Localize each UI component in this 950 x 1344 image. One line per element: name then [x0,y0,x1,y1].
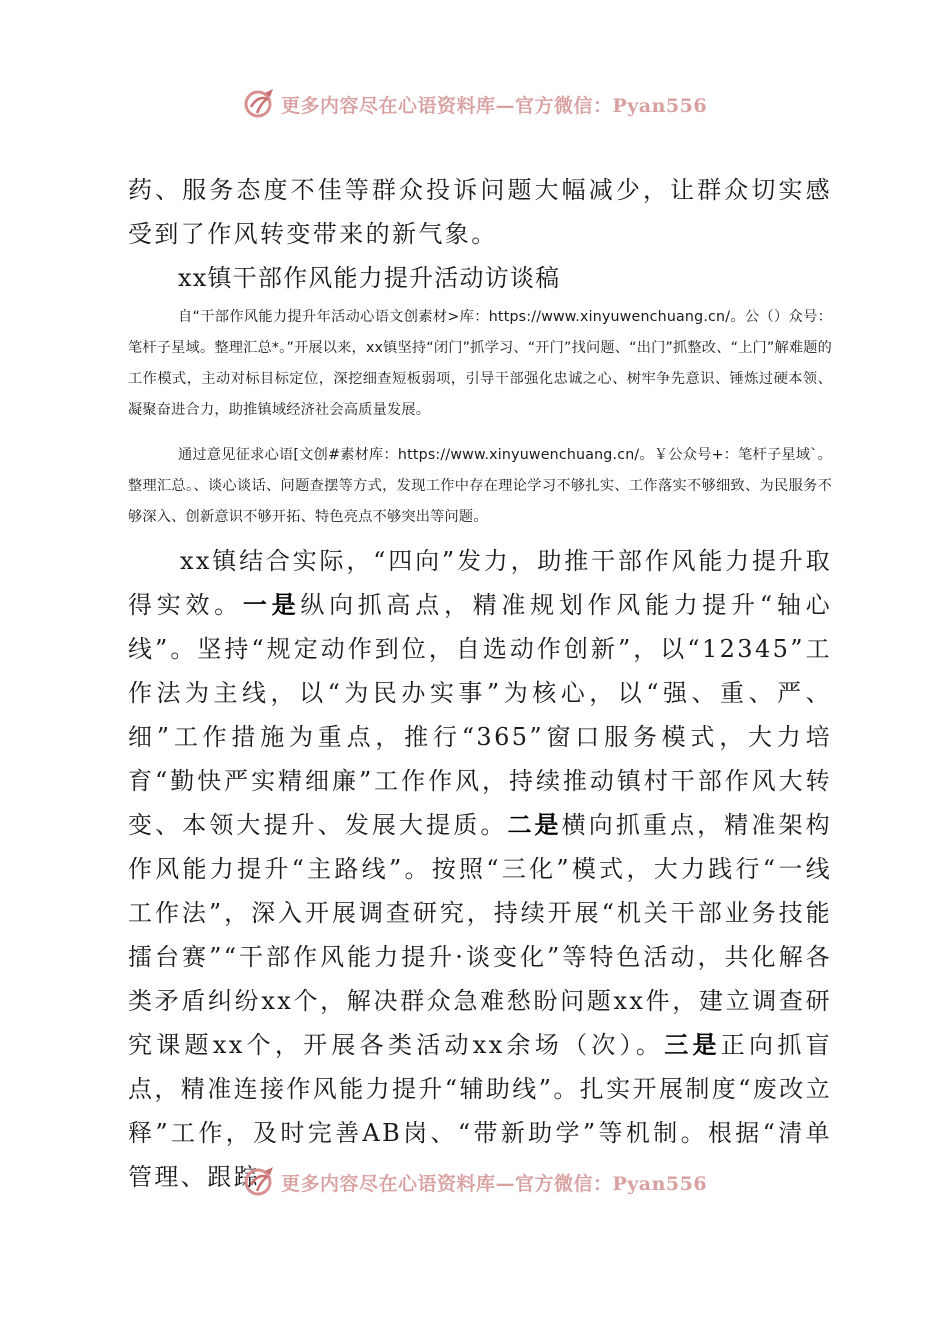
point-1-text: 纵向抓高点，精准规划作风能力提升“轴心线”。坚持“规定动作到位，自选动作创新”，以“12345”工作法为主线，以“为民办实事”为核心，以“强、重、严、细”工作措施为重点，推行“365”窗口服务模式，大力培育“勤快严实精细廉”工作作风，持续推动镇村干部作风大转变、本领大提升、发展大提质。 [128,591,832,839]
banner-text: 更多内容尽在心语资料库—官方微信：Pyan556 [280,1172,708,1195]
bold-marker-1: 一是 [242,590,301,619]
bold-marker-3: 三是 [664,1030,721,1059]
intro-text: xx镇结合实际，“四向”发力，助推干部作风能力提升取得实效。 [128,547,832,619]
point-2-text: 横向抓重点，精准架构作风能力提升“主路线”。按照“三化”模式，大力践行“一线工作法”，深入开展调查研究，持续开展“机关干部业务技能擂台赛”“干部作风能力提升·谈变化”等特色活动，共化解各类矛盾纠纷xx个，解决群众急难愁盼问题xx件，建立调查研究课题xx个，开展各类活动xx余场（次）。 [128,811,832,1059]
bottom-watermark-banner [0,1162,950,1202]
pen-swirl-logo-icon [243,1165,277,1199]
top-watermark-banner [0,84,950,124]
continuation-paragraph: 药、服务态度不佳等群众投诉问题大幅减少，让群众切实感受到了作风转变带来的新气象。 [128,176,832,248]
pen-swirl-logo-icon [243,87,277,121]
point-3-text: 正向抓盲点，精准连接作风能力提升“辅助线”。扎实开展制度“废改立释”工作，及时完善AB岗、“带新助学”等机制。根据“清单管理、跟踪 [128,1031,833,1191]
main-paragraph [128,539,832,1199]
document-body [128,168,832,1199]
document-title: xx镇干部作风能力提升活动访谈稿 [178,264,561,292]
banner-text: 更多内容尽在心语资料库—官方微信：Pyan556 [280,94,708,117]
note-paragraph-1: 自“干部作风能力提升年活动心语文创素材>库：https://www.xinyuwenchuang.cn/。公（）众号：笔杆子星域。整理汇总*。”开展以来，xx镇坚持“闭门”抓学习、“开门”找问题、“出门”抓整改、“上门”解难题的工作模式，主动对标目标定位，深挖细查短板弱项，引导干部强化忠诚之心、树牢争先意识、锤炼过硬本领、凝聚奋进合力，助推镇域经济社会高质量发展。 [128,309,833,418]
bold-marker-2: 二是 [507,810,562,839]
note-paragraph-2: 通过意见征求心语[文创#素材库：https://www.xinyuwenchuang.cn/。￥公众号+：笔杆子星域`。整理汇总。、谈心谈话、问题查摆等方式，发现工作中存在理论学习不够扎实、工作落实不够细致、为民服务不够深入、创新意识不够开拓、特色亮点不够突出等问题。 [128,447,832,525]
